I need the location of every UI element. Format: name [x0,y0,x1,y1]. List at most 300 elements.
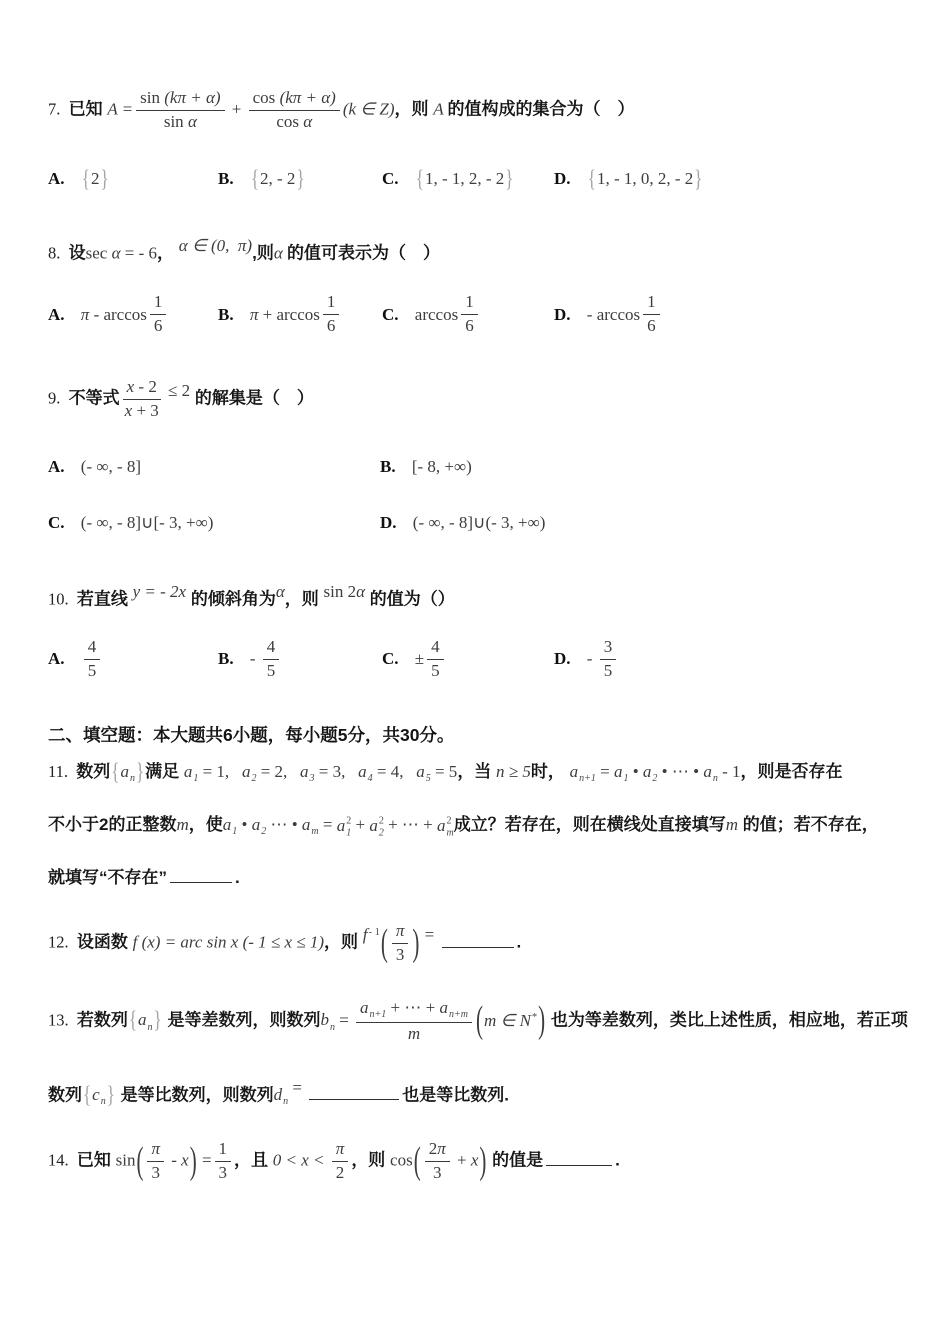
question-8-options [48,292,912,337]
question-11 [48,759,912,891]
symbol-base: a [360,997,369,1017]
math-italic-run: α [273,243,288,263]
subscripted-symbol [138,1010,153,1033]
fraction [249,88,340,133]
math-roman-run: 3 [432,1163,442,1183]
symbol-subscript: n+1 [369,1008,387,1020]
question-8-option-B [218,292,382,337]
set-brace: { [250,164,260,192]
symbol-subscript: n+1 [579,772,596,784]
fraction [427,637,444,682]
fraction-numerator [263,637,280,660]
math-roman-run: 3 [603,637,613,657]
fraction-numerator [600,637,617,660]
math-roman-run: (- ∞, - 8]∪[- 3, +∞) [80,513,214,533]
question-number: 13. [48,1010,77,1030]
supsub-stack [447,816,454,839]
symbol-base: a [642,761,652,781]
math-roman-run: (- ∞, - 8] [80,457,142,477]
symbol-subscript: n [129,772,135,784]
fraction [332,1139,349,1184]
math-roman-run: 2 [428,1139,438,1159]
symbol-subscript: n+m [448,1008,468,1020]
text-run: 设 [68,243,86,263]
paren-body [422,1139,479,1184]
math-roman-run: 1 [326,292,336,312]
question-7-line-1 [48,88,912,133]
supsub-stack [346,816,351,839]
math-italic-run: α [275,582,285,602]
symbol-base: a [369,815,378,835]
text-run: 已知 [76,1150,116,1170]
paren-body [389,921,412,966]
text-run: 已知 [68,99,108,119]
text-run: ，当 [457,761,497,781]
math-roman-run: sin [163,111,188,131]
text-run: 数列 [76,761,111,781]
right-paren: ) [479,1138,487,1182]
math-italic-run: m [407,1023,421,1043]
question-10-line-1 [48,579,912,613]
fraction-denominator [219,1162,228,1184]
symbol-base: a [301,814,311,834]
text-run: 是等比数列，则数列 [115,1085,274,1105]
fraction [600,637,617,682]
symbol-subscript: n [712,772,718,784]
math-italic-run: A [433,99,448,119]
supsub-stack [379,816,384,839]
math-roman-run: + [227,99,246,119]
symbol-base: a [437,815,446,835]
set-brace: { [415,164,424,192]
subscripted-symbol [222,814,238,838]
fraction-numerator [392,921,409,944]
symbol-subscript: n [100,1096,106,1108]
symbol-base: N [519,1011,531,1031]
fraction-denominator [465,315,474,337]
math-italic-run: x [181,1150,189,1170]
question-9 [48,377,912,534]
set-brace: } [100,164,109,192]
question-number: 11. [48,761,77,781]
symbol-subscript: 2 [378,827,384,839]
set-brace: } [505,164,514,192]
math-roman-run: + [351,814,370,834]
math-roman-run: = 1, [198,761,242,781]
question-13-line-1 [48,998,912,1045]
left-paren: ( [136,1138,144,1182]
math-roman-run: 3 [395,944,405,964]
fraction-numerator [461,292,478,315]
fraction-numerator [215,1139,232,1162]
math-roman-run: 3 [218,1163,228,1183]
fraction-numerator [147,1139,164,1162]
text-run: ，则 [351,1150,391,1170]
math-roman-run: • [237,814,252,834]
option-label: B. [380,457,400,477]
math-italic-run: (kπ + α) [164,88,221,107]
math-italic-run: π [249,304,259,324]
text-run: 的倾斜角为 [186,590,276,610]
symbol-subscript: 4 [367,772,373,784]
symbol-base: a [120,761,129,781]
paren-body [144,1139,188,1184]
math-roman-run: 1 [218,1139,228,1159]
math-roman-run: = 4, [372,761,417,781]
math-roman-run: 3 [151,1163,160,1183]
symbol-base: a [703,761,712,781]
set-brace: { [83,1080,92,1109]
supsub-symbol [337,813,352,839]
question-12-line-1 [48,921,912,966]
question-14 [48,1139,912,1184]
symbol-subscript: 1 [346,827,352,839]
text-run: . [615,1150,620,1170]
math-roman-run: = 3, [314,761,359,781]
question-12 [48,921,912,966]
math-roman-run: + [452,1150,471,1170]
superscripted-symbol [363,927,380,944]
math-italic-run: (- 1 ≤ x ≤ 1) [242,932,325,952]
subscripted-symbol [320,1010,335,1033]
symbol-base: a [241,761,251,781]
math-roman-run: + ⋯ + [386,997,440,1017]
fraction [392,921,409,966]
math-roman-run: 1, - 1, 0, 2, - 2 [596,168,694,188]
math-italic-run: α [187,111,197,131]
math-roman-run: 1 [647,292,656,312]
answer-blank [546,1150,612,1166]
symbol-base: a [138,1010,147,1030]
text-run: 的值是 [487,1150,544,1170]
fraction [425,1139,450,1184]
text-run: . [516,932,522,952]
answer-blank [309,1084,399,1100]
math-roman-run: sin 2 [323,582,357,602]
text-run: 数列 [48,1085,82,1105]
text-run: 也为等差数列，类比上述性质，相应地，若正项 [546,1010,908,1030]
math-roman-run: • [628,761,643,781]
question-8 [48,233,912,337]
symbol-superscript: 2 [446,815,452,827]
fraction-numerator [123,377,161,400]
math-italic-run: f (x) = arc sin x [132,932,243,952]
text-run: ，且 [234,1150,273,1170]
set-brace: { [111,757,120,785]
question-9-option-D [380,513,912,533]
math-italic-run: m [725,814,739,834]
question-number: 12. [48,932,77,952]
symbol-subscript: 2 [261,826,267,838]
fraction-numerator [249,88,340,111]
question-7-option-A [48,164,218,192]
subscripted-symbol [92,1085,106,1108]
math-roman-run: 4 [431,637,440,657]
fraction-denominator [327,315,336,337]
question-10-option-C [382,637,554,682]
math-roman-run: = - 6 [120,243,158,263]
subscripted-symbol [613,761,629,784]
subscripted-symbol [273,1085,289,1108]
math-italic-run: y = - 2x [132,582,187,602]
option-label: D. [554,649,575,669]
symbol-subscript: 1 [623,772,629,784]
superscripted-symbol [520,1013,538,1030]
fraction-denominator [88,660,97,682]
math-italic-run: π [151,1139,160,1159]
text-run: ，则 [324,932,363,952]
math-italic-run: x [470,1150,479,1170]
math-roman-run: = [197,1150,212,1170]
math-italic-run: π [80,304,90,324]
math-roman-run: 4 [266,637,276,657]
fraction [643,292,660,337]
fraction-denominator [647,315,656,337]
question-7-option-B [218,164,382,192]
subscripted-symbol [416,761,431,784]
fraction-numerator [136,88,224,111]
math-italic-run: α [356,582,366,602]
symbol-base: d [273,1085,283,1105]
question-11-line-1 [48,759,912,786]
math-roman-run: + 3 [132,400,159,420]
question-9-option-C [48,513,380,533]
math-roman-run: sec [85,243,112,263]
text-run: 设函数 [76,932,133,952]
option-label: A. [48,304,69,324]
question-10-option-A [48,637,218,682]
math-roman-run: = [318,814,337,834]
question-9-option-A [48,457,380,477]
option-label: C. [48,513,69,533]
symbol-superscript: * [531,1012,538,1024]
math-roman-run: - arccos [89,304,147,324]
math-roman-run: - [586,649,597,669]
choice-questions-section [48,88,912,682]
symbol-base: a [358,761,367,781]
math-roman-run: 2, - 2 [260,168,296,188]
fraction-numerator [150,292,167,315]
question-11-line-3 [48,865,912,891]
symbol-base: c [92,1085,100,1105]
set-brace: { [128,1005,138,1034]
option-label: A. [48,457,69,477]
math-italic-run: x [124,400,133,420]
fraction-denominator [164,111,197,133]
set-brace: { [587,164,596,192]
set-brace: } [296,164,305,192]
symbol-base: a [183,761,193,781]
fraction [84,637,101,682]
text-run: 的解集是（ ） [190,388,314,408]
paren-body [484,1008,537,1034]
question-7 [48,88,912,192]
option-label: A. [48,649,69,669]
math-roman-run: - [249,649,260,669]
section-header: 二、填空题：本大题共6小题，每小题5分，共30分。 [48,724,455,745]
math-roman-run: sin [140,88,165,107]
answer-blank [170,867,232,883]
math-roman-run: = [420,924,439,944]
symbol-base: a [222,814,232,834]
question-13-line-2 [48,1075,912,1110]
fraction-denominator [396,944,405,966]
option-label: D. [554,168,575,188]
option-label: B. [218,649,238,669]
math-roman-run: ± [414,649,425,669]
text-run: 的值可表示为（ ） [287,243,441,263]
symbol-base: b [320,1010,329,1030]
fraction [263,637,280,682]
text-run: 就填写“不存在” [48,868,167,888]
subscripted-symbol [120,761,135,784]
math-roman-run: cos [276,111,304,131]
symbol-subscript: 1 [232,826,238,838]
question-9-option-B [380,457,912,477]
big-paren-group [413,1139,488,1184]
math-roman-run: = 2, [256,761,301,781]
math-roman-run: 6 [647,316,656,336]
fraction [356,998,472,1045]
math-roman-run: 1, - 1, 2, - 2 [424,168,505,188]
text-run: 时， [530,761,570,781]
math-italic-run: (k ∈ Z) [342,99,395,119]
text-run: 不等式 [68,388,120,408]
set-brace: } [153,1005,162,1034]
symbol-subscript: n [283,1096,289,1108]
set-brace: { [81,164,90,192]
question-10-options [48,637,912,682]
math-roman-run: 5 [431,660,440,680]
text-run: 的值构成的集合为（ ） [447,99,635,119]
subscripted-symbol [241,761,257,784]
question-8-option-C [382,292,554,337]
math-roman-run: [- 8, +∞) [411,457,472,477]
math-italic-run: α [111,243,121,263]
symbol-base: a [439,997,448,1017]
option-label: C. [382,304,403,324]
fraction-numerator [643,292,660,315]
subscripted-symbol [642,761,658,784]
fraction-numerator [323,292,340,315]
question-number: 10. [48,590,77,610]
question-7-option-C [382,164,554,192]
set-brace: } [106,1080,115,1109]
set-brace: } [694,164,703,192]
symbol-subscript: 2 [652,772,658,784]
right-paren: ) [538,998,546,1042]
symbol-subscript: 3 [309,772,315,784]
math-roman-run: = [288,1077,307,1097]
fraction-numerator [425,1139,450,1162]
symbol-subscript: 1 [193,772,199,784]
left-paren: ( [413,1138,421,1182]
text-run: 是等差数列，则数列 [162,1010,321,1030]
option-label: C. [382,168,403,188]
math-roman-run: - [166,1150,182,1170]
math-roman-run: cos [252,88,280,107]
text-run: ，则是否存在 [740,761,843,781]
left-paren: ( [475,998,483,1042]
subscripted-symbol [300,761,315,784]
math-roman-run: cos [390,1150,413,1170]
symbol-base: a [416,761,425,781]
symbol-superscript: - 1 [368,926,380,938]
right-paren: ) [412,920,420,964]
text-run: 的值；若不存在， [738,814,879,834]
fraction [147,1139,164,1184]
math-roman-run: arccos [414,304,459,324]
fraction-denominator [267,660,276,682]
math-italic-run: m [176,814,189,834]
subscripted-symbol [360,997,387,1020]
fill-blank-questions-section [48,759,912,1184]
text-run: ,则 [252,243,274,263]
math-italic-run: π [335,1139,345,1159]
question-10 [48,579,912,681]
fraction-denominator [604,660,613,682]
math-roman-run: 6 [326,316,336,336]
left-paren: ( [380,920,388,964]
math-roman-run: 1 [465,292,474,312]
math-italic-run: (kπ + α) [279,88,336,107]
fraction-numerator [427,637,444,660]
subscripted-symbol [358,761,373,784]
math-roman-run: 4 [87,637,97,657]
right-paren: ) [189,1138,197,1182]
fraction-numerator [84,637,101,660]
math-roman-run: + ⋯ + [383,814,438,834]
text-run: 的值为（） [365,590,455,610]
symbol-subscript: n [329,1021,335,1033]
question-number: 7. [48,99,69,119]
symbol-superscript: 2 [346,815,352,827]
question-9-line-1 [48,377,912,422]
text-run: 成立？若存在，则在横线处直接填写 [453,814,726,834]
question-10-option-D [554,637,912,682]
option-label: A. [48,168,69,188]
math-roman-run: 5 [87,660,97,680]
math-roman-run: 5 [266,660,276,680]
subscripted-symbol [251,814,267,838]
math-roman-run: (- ∞, - 8]∪(- 3, +∞) [412,513,546,533]
question-number: 8. [48,243,69,263]
answer-blank [442,932,514,948]
text-run: . [235,868,240,888]
math-roman-run: - arccos [586,304,641,324]
question-7-option-D [554,164,912,192]
set-brace: } [135,757,145,785]
math-italic-run: α [303,111,313,131]
math-roman-run: = [334,1010,354,1030]
math-italic-run: π [437,1139,446,1159]
subscripted-symbol [703,761,718,784]
question-number: 14. [48,1150,77,1170]
fraction-denominator [154,315,163,337]
math-roman-run: 2 [335,1163,345,1183]
math-roman-run: sin [115,1150,136,1170]
math-roman-run: + arccos [258,304,320,324]
fraction [323,292,340,337]
big-paren-group [475,998,546,1042]
subscripted-symbol [439,997,468,1020]
text-run: ， [157,243,179,263]
fraction-denominator [336,1162,345,1184]
symbol-base: a [569,761,579,781]
text-run: ，则 [394,99,434,119]
option-label: B. [218,168,238,188]
math-italic-run: π [395,921,405,941]
